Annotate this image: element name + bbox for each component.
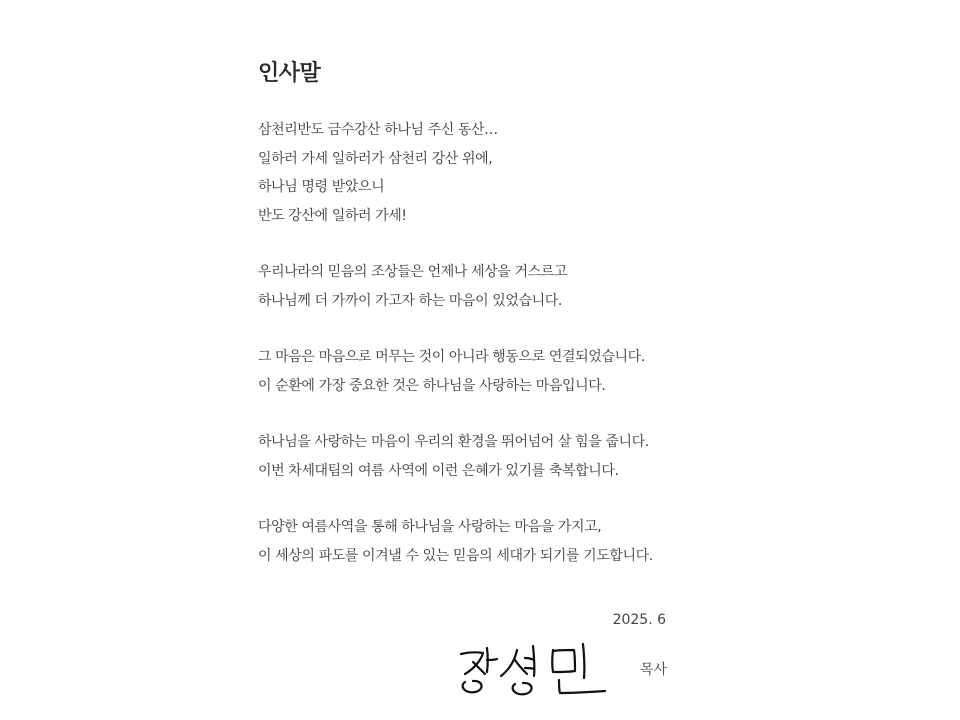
- date-text: 2025. 6: [612, 612, 666, 628]
- signature-block: [455, 640, 670, 700]
- paragraph-line: 우리나라의 믿음의 조상들은 언제나 세상을 거스르고: [258, 264, 567, 280]
- paragraph-line: 이 세상의 파도를 이겨낼 수 있는 믿음의 세대가 되기를 기도합니다.: [258, 547, 653, 564]
- paragraph-line: 다양한 여름사역을 통해 하나님을 사랑하는 마음을 가지고,: [258, 519, 602, 535]
- paragraph-line: 그 마음은 마음으로 머무는 것이 아니라 행동으로 연결되었습니다.: [258, 349, 645, 365]
- role-label: 목사: [640, 662, 668, 678]
- paragraph-line: 하나님께 더 가까이 가고자 하는 마음이 있었습니다.: [258, 292, 562, 309]
- greeting-body: [258, 116, 678, 598]
- paragraph-5: [258, 513, 678, 570]
- greeting-section: [258, 56, 668, 92]
- paragraph-line: 일하러 가세 일하러가 삼천리 강산 위에,: [258, 150, 493, 167]
- paragraph-3: [258, 343, 678, 400]
- paragraph-2: [258, 258, 678, 315]
- paragraph-line: 하나님 명령 받았으니: [258, 179, 385, 195]
- paragraph-1: [258, 116, 678, 230]
- paragraph-line: 삼천리반도 금수강산 하나님 주신 동산…: [258, 122, 498, 138]
- paragraph-line: 반도 강산에 일하러 가세!: [258, 207, 407, 224]
- handwritten-signature: [455, 640, 625, 696]
- paragraph-line: 이번 차세대팀의 여름 사역에 이런 은혜가 있기를 축복합니다.: [258, 462, 619, 479]
- paragraph-line: 하나님을 사랑하는 마음이 우리의 환경을 뛰어넘어 살 힘을 줍니다.: [258, 434, 649, 450]
- paragraph-4: [258, 428, 678, 485]
- paragraph-line: 이 순환에 가장 중요한 것은 하나님을 사랑하는 마음입니다.: [258, 377, 606, 394]
- page-title: 인사말: [258, 61, 321, 86]
